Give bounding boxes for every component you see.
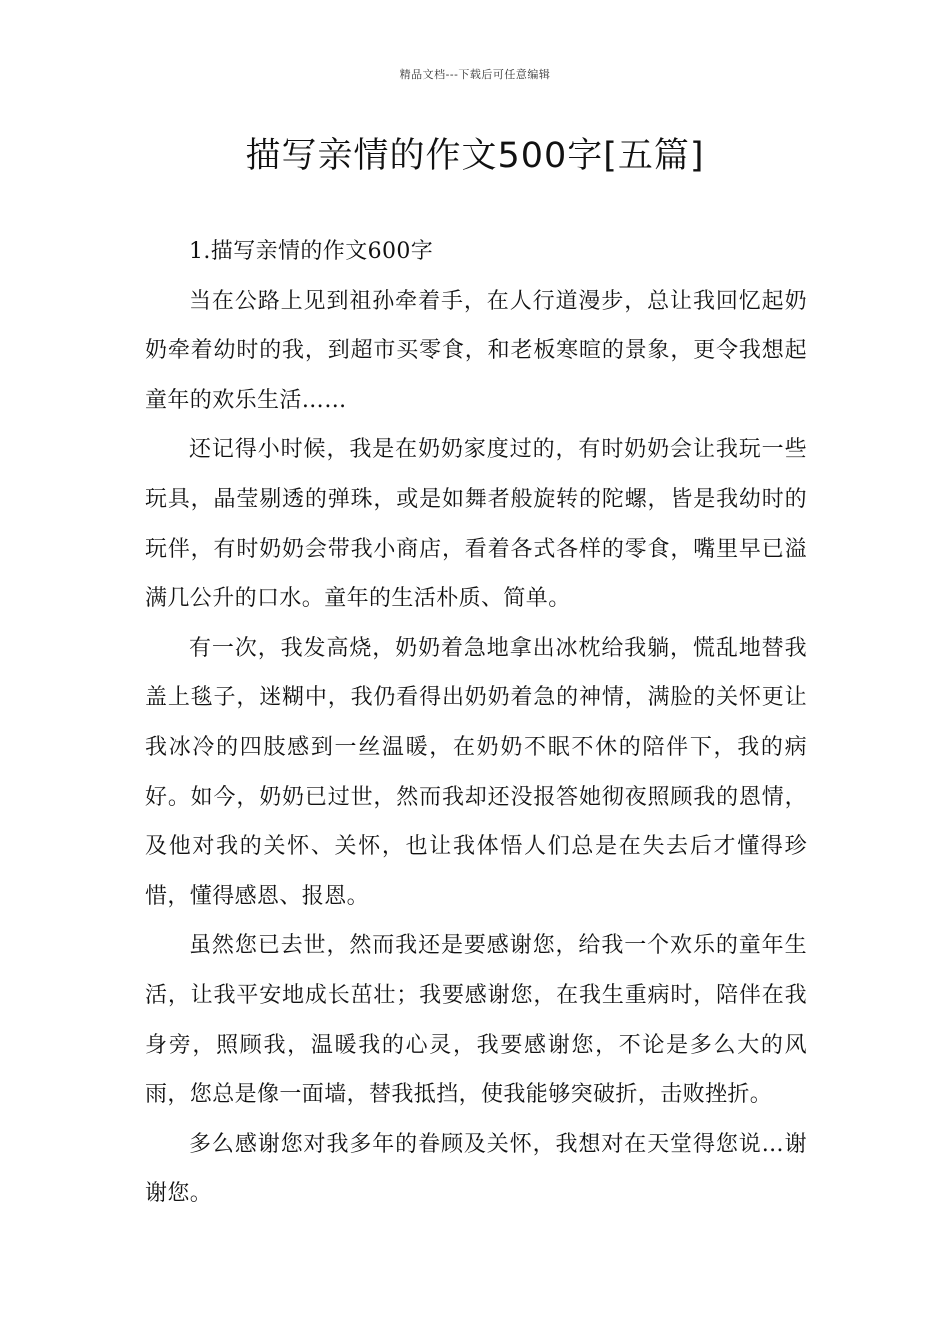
paragraph: 当在公路上见到祖孙牵着手，在人行道漫步，总让我回忆起奶奶牵着幼时的我，到超市买零食，和老板寒暄的景象，更令我想起童年的欢乐生活…… bbox=[145, 288, 807, 413]
page-header: 精品文档---下载后可任意编辑 bbox=[399, 68, 551, 81]
paragraph: 还记得小时候，我是在奶奶家度过的，有时奶奶会让我玩一些玩具，晶莹剔透的弹珠，或是如舞者般旋转的陀螺，皆是我幼时的玩伴，有时奶奶会带我小商店，看着各式各样的零食，嘴里早已溢满几公升的口水。童年的生活朴质、简单。 bbox=[145, 437, 807, 612]
paragraph: 多么感谢您对我多年的眷顾及关怀，我想对在天堂得您说…谢谢您。 bbox=[145, 1131, 807, 1207]
document-title: 描写亲情的作文500字[五篇] bbox=[245, 136, 705, 176]
paragraph: 虽然您已去世，然而我还是要感谢您，给我一个欢乐的童年生活，让我平安地成长茁壮；我要感谢您，在我生重病时，陪伴在我身旁，照顾我，温暖我的心灵，我要感谢您，不论是多么大的风雨，您总是像一面墙，替我抵挡，使我能够突破折，击败挫折。 bbox=[145, 933, 807, 1108]
paragraph: 有一次，我发高烧，奶奶着急地拿出冰枕给我躺，慌乱地替我盖上毯子，迷糊中，我仍看得出奶奶着急的神情，满脸的关怀更让我冰冷的四肢感到一丝温暖，在奶奶不眠不休的陪伴下，我的病好。如今，奶奶已过世，然而我却还没报答她彻夜照顾我的恩情，及他对我的关怀、关怀，也让我体悟人们总是在失去后才懂得珍惜，懂得感恩、报恩。 bbox=[145, 635, 807, 909]
section-heading: 1.描写亲情的作文600字 bbox=[189, 239, 434, 264]
document-body bbox=[145, 227, 807, 1219]
